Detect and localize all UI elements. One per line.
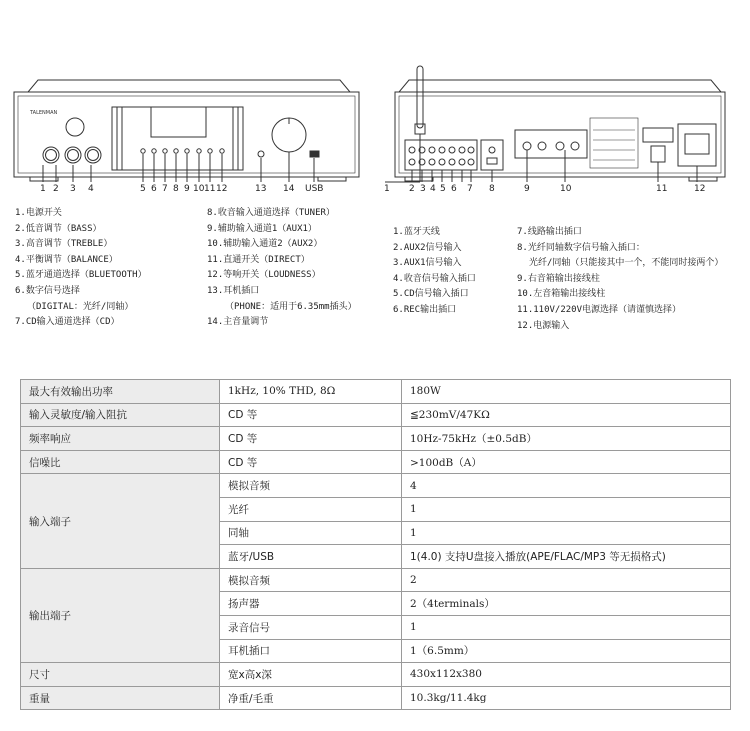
table-row xyxy=(21,380,731,404)
front-callout-13: 13 xyxy=(255,184,267,194)
front-callout-8: 8 xyxy=(173,184,179,194)
spec-condition: 同轴 xyxy=(220,521,402,545)
front-callout-6: 6 xyxy=(151,184,157,194)
spec-value: 180W xyxy=(402,380,731,404)
table-row xyxy=(21,568,731,592)
spec-condition: 光纤 xyxy=(220,497,402,521)
spec-label-outputs: 输出端子 xyxy=(21,568,220,662)
table-row xyxy=(21,450,731,474)
rear-panel-diagram xyxy=(375,0,750,205)
front-callout-7: 7 xyxy=(162,184,168,194)
spec-label: 尺寸 xyxy=(21,663,220,687)
rear-callout-9: 9 xyxy=(524,184,530,194)
table-row xyxy=(21,686,731,710)
rear-legend-item: 光纤/同轴（只能接其中一个，不能同时接两个） xyxy=(529,258,724,269)
spec-condition: CD 等 xyxy=(220,403,402,427)
table-row xyxy=(21,403,731,427)
spec-condition: 耳机插口 xyxy=(220,639,402,663)
spec-label: 最大有效输出功率 xyxy=(21,380,220,404)
spec-condition: 1kHz, 10% THD, 8Ω xyxy=(220,380,402,404)
rear-callout-2: 2 xyxy=(409,184,415,194)
front-callout-14: 14 xyxy=(283,184,295,194)
rear-legend-item: 2.AUX2信号输入 xyxy=(393,242,462,253)
spec-condition: 模拟音频 xyxy=(220,474,402,498)
spec-condition: 净重/毛重 xyxy=(220,686,402,710)
spec-condition: 蓝牙/USB xyxy=(220,545,402,569)
rear-legend-col2 xyxy=(517,225,723,334)
spec-value: 2（4terminals） xyxy=(402,592,731,616)
rear-callout-12: 12 xyxy=(694,184,706,194)
spec-value: 1 xyxy=(402,615,731,639)
front-callout-9: 9 xyxy=(184,184,190,194)
spec-condition: 扬声器 xyxy=(220,592,402,616)
front-legend-item: 6.数字信号选择 xyxy=(15,285,80,296)
spec-label: 信噪比 xyxy=(21,450,220,474)
front-legend-item: 4.平衡调节（BALANCE） xyxy=(15,254,118,265)
spec-value: 430x112x380 xyxy=(402,663,731,687)
front-callout-12: 12 xyxy=(216,184,228,194)
spec-value: 1 xyxy=(402,497,731,521)
spec-value: 10.3kg/11.4kg xyxy=(402,686,731,710)
rear-legend-item: 1.蓝牙天线 xyxy=(393,227,440,237)
table-row xyxy=(21,427,731,451)
rear-legend-item: 10.左音箱输出接线柱 xyxy=(517,289,606,300)
rear-legend-item: 7.线路输出插口 xyxy=(517,227,582,237)
spec-label: 重量 xyxy=(21,686,220,710)
spec-condition: 录音信号 xyxy=(220,615,402,639)
front-legend-item: 8.收音输入通道选择（TUNER） xyxy=(207,208,335,218)
front-callout-11: 11 xyxy=(204,184,216,194)
front-legend-col1 xyxy=(15,206,147,331)
front-legend-item: （PHONE：适用于6.35mm插头） xyxy=(225,301,357,312)
spec-table xyxy=(20,379,731,710)
spec-value: ≦230mV/47KΩ xyxy=(402,403,731,427)
rear-legend-item: 5.CD信号输入插口 xyxy=(393,289,469,300)
front-callout-4: 4 xyxy=(88,184,94,194)
front-legend-item: 2.低音调节（BASS） xyxy=(15,223,102,234)
spec-value: 1 xyxy=(402,521,731,545)
front-legend-item: 5.蓝牙通道选择（BLUETOOTH） xyxy=(15,270,147,281)
front-callout-usb: USB xyxy=(305,184,324,194)
rear-callout-4: 4 xyxy=(430,184,436,194)
spec-value: >100dB（A） xyxy=(402,450,731,474)
front-callout-2: 2 xyxy=(53,184,59,194)
spec-value: 4 xyxy=(402,474,731,498)
rear-legend-col1 xyxy=(393,225,476,319)
front-callout-1: 1 xyxy=(40,184,46,194)
front-callout-10: 10 xyxy=(193,184,205,194)
spec-value: 10Hz-75kHz（±0.5dB） xyxy=(402,427,731,451)
rear-callout-1: 1 xyxy=(384,184,390,194)
front-brand-logo: TALENMAN xyxy=(30,110,58,116)
spec-label: 频率响应 xyxy=(21,427,220,451)
front-legend-item: 1.电源开关 xyxy=(15,208,62,218)
spec-label-inputs: 输入端子 xyxy=(21,474,220,568)
rear-legend-item: 6.REC输出插口 xyxy=(393,304,457,315)
rear-legend-item: 8.光纤同轴数字信号输入插口： xyxy=(517,242,645,253)
spec-label: 输入灵敏度/输入阻抗 xyxy=(21,403,220,427)
spec-value: 2 xyxy=(402,568,731,592)
front-legend-item: 14.主音量调节 xyxy=(207,317,269,328)
front-legend-item: 13.耳机插口 xyxy=(207,285,260,296)
rear-legend-item: 3.AUX1信号输入 xyxy=(393,258,462,269)
rear-callout-6: 6 xyxy=(451,184,457,194)
spec-value: 1(4.0) 支持U盘接入播放(APE/FLAC/MP3 等无损格式) xyxy=(402,545,731,569)
front-legend-item: 3.高音调节（TREBLE） xyxy=(15,239,113,250)
rear-legend-item: 11.110V/220V电源选择（请谨慎选择） xyxy=(517,304,682,315)
rear-callout-8: 8 xyxy=(489,184,495,194)
front-legend-item: （DIGITAL：光纤/同轴） xyxy=(27,301,134,312)
spec-condition: CD 等 xyxy=(220,427,402,451)
spec-condition: 宽x高x深 xyxy=(220,663,402,687)
rear-legend-item: 9.右音箱输出接线柱 xyxy=(517,273,600,284)
rear-callout-11: 11 xyxy=(656,184,668,194)
front-legend-item: 7.CD输入通道选择（CD） xyxy=(15,317,120,328)
front-legend-col2 xyxy=(207,206,357,331)
front-callout-3: 3 xyxy=(70,184,76,194)
front-legend-item: 10.辅助输入通道2（AUX2） xyxy=(207,239,323,250)
rear-callout-10: 10 xyxy=(560,184,572,194)
table-row xyxy=(21,474,731,498)
rear-callout-7: 7 xyxy=(467,184,473,194)
front-panel-diagram xyxy=(0,0,375,205)
table-row xyxy=(21,663,731,687)
rear-legend-item: 4.收音信号输入插口 xyxy=(393,273,476,284)
spec-condition: 模拟音频 xyxy=(220,568,402,592)
spec-condition: CD 等 xyxy=(220,450,402,474)
spec-value: 1（6.5mm） xyxy=(402,639,731,663)
rear-callout-3: 3 xyxy=(420,184,426,194)
front-legend-item: 11.直通开关（DIRECT） xyxy=(207,254,310,265)
front-legend-item: 9.辅助输入通道1（AUX1） xyxy=(207,223,317,234)
front-callout-5: 5 xyxy=(140,184,146,194)
front-legend-item: 12.等响开关（LOUDNESS） xyxy=(207,270,321,281)
rear-legend-item: 12.电源输入 xyxy=(517,320,570,331)
rear-callout-5: 5 xyxy=(440,184,446,194)
